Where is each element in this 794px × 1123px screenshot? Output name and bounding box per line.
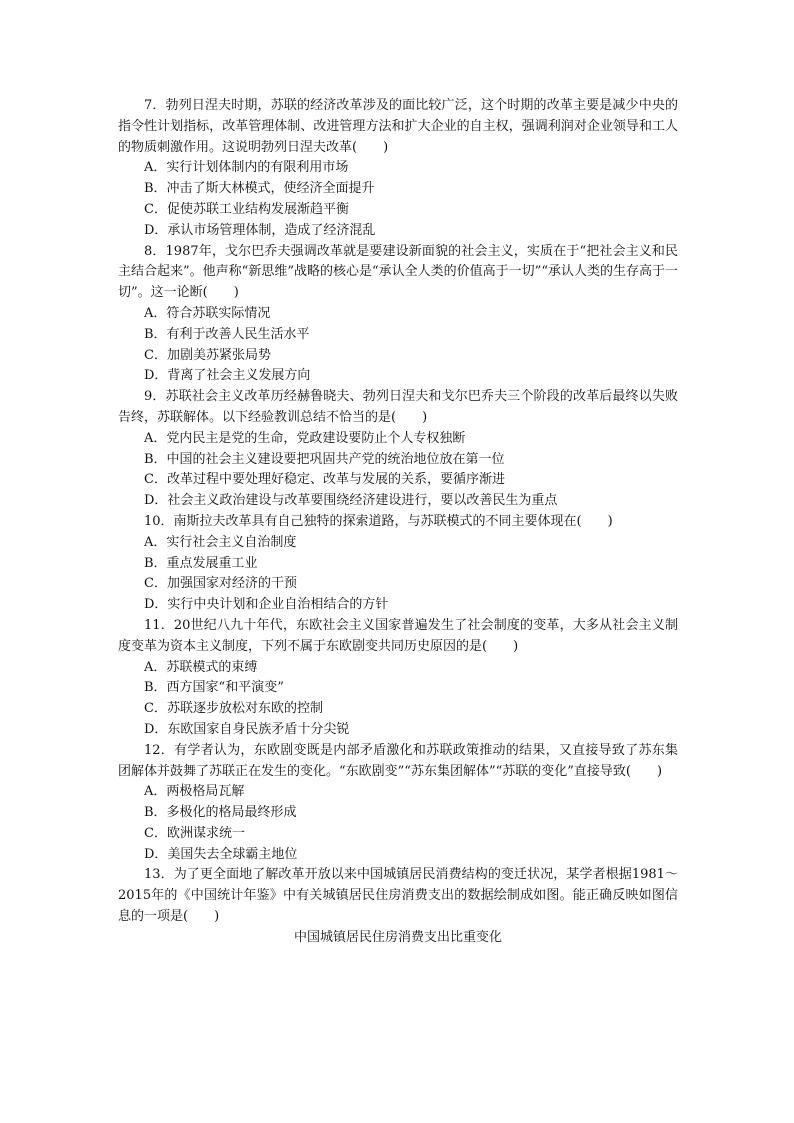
question-stem: 7．勃列日涅夫时期，苏联的经济改革涉及的面比较广泛，这个时期的改革主要是减少中央的指令性计划指标，改革管理体制、改进管理方法和扩大企业的自主权，强调利润对企业领导和工人的物质刺激作用。这说明勃列日涅夫改革( ): [118, 98, 678, 155]
question-block: [118, 865, 678, 927]
exam-page: [118, 96, 678, 949]
answer-option: A．党内民主是党的生命，党政建设要防止个人专权独断: [144, 430, 466, 446]
question-stem: 13．为了更全面地了解改革开放以来中国城镇居民消费结构的变迁状况，某学者根据1981～2015年的《中国统计年鉴》中有关城镇居民住房消费支出的数据绘制成如图。能正确反映如图信息的一项是( ): [118, 867, 678, 925]
answer-option: C．苏联逐步放松对东欧的控制: [144, 701, 323, 717]
question-block: [118, 96, 678, 242]
answer-option: A．苏联模式的束缚: [144, 659, 258, 675]
question-block: [118, 741, 678, 866]
question-block: [118, 512, 678, 616]
question-block: [118, 616, 678, 741]
answer-option: B．重点发展重工业: [144, 555, 258, 571]
answer-option: C．加强国家对经济的干预: [144, 576, 297, 592]
answer-option: A．两极格局瓦解: [144, 784, 245, 800]
answer-option: D．东欧国家自身民族矛盾十分尖锐: [144, 721, 350, 737]
answer-option: C．加剧美苏紧张局势: [144, 347, 271, 363]
question-block: [118, 387, 678, 512]
question-block: [118, 242, 678, 388]
answer-option: B．有利于改善人民生活水平: [144, 326, 310, 342]
answer-option: B．西方国家“和平演变”: [144, 680, 284, 696]
answer-option: D．背离了社会主义发展方向: [144, 368, 311, 384]
answer-option: C．欧洲谋求统一: [144, 825, 245, 841]
figure-caption: 中国城镇居民住房消费支出比重变化: [293, 929, 502, 945]
answer-option: B．中国的社会主义建设要把巩固共产党的统治地位放在第一位: [144, 451, 505, 467]
question-stem: 9．苏联社会主义改革历经赫鲁晓夫、勃列日涅夫和戈尔巴乔夫三个阶段的改革后最终以失败告终，苏联解体。以下经验教训总结不恰当的是( ): [118, 389, 678, 425]
answer-option: A．实行社会主义自治制度: [144, 534, 297, 550]
answer-option: D．美国失去全球霸主地位: [144, 846, 298, 862]
answer-option: C．改革过程中要处理好稳定、改革与发展的关系，要循序渐进: [144, 472, 505, 488]
answer-option: B．冲击了斯大林模式，使经济全面提升: [144, 181, 375, 197]
answer-option: D．承认市场管理体制，造成了经济混乱: [144, 222, 376, 238]
question-list: [118, 96, 678, 928]
question-stem: 11．20世纪八九十年代，东欧社会主义国家普遍发生了社会制度的变革，大多从社会主义制度变革为资本主义制度，下列不属于东欧剧变共同历史原因的是( ): [118, 617, 678, 654]
answer-option: A．实行计划体制内的有限利用市场: [144, 160, 349, 176]
answer-option: B．多极化的格局最终形成: [144, 805, 297, 821]
answer-option: D．实行中央计划和企业自治相结合的方针: [144, 597, 389, 613]
answer-option: D．社会主义政治建设与改革要围绕经济建设进行，要以改善民生为重点: [144, 493, 558, 509]
question-stem: 10．南斯拉夫改革具有自己独特的探索道路，与苏联模式的不同主要体现在( ): [144, 513, 613, 529]
answer-option: A．符合苏联实际情况: [144, 305, 271, 321]
answer-option: C．促使苏联工业结构发展渐趋平衡: [144, 201, 349, 217]
question-stem: 8．1987年，戈尔巴乔夫强调改革就是要建设新面貌的社会主义，实质在于“把社会主义和民主结合起来”。他声称“新思维”战略的核心是“承认全人类的价值高于一切”“承认人类的生存高于一切”。这一论断( ): [118, 243, 678, 301]
question-stem: 12．有学者认为，东欧剧变既是内部矛盾激化和苏联政策推动的结果，又直接导致了苏东集团解体并鼓舞了苏联正在发生的变化。“东欧剧变”“苏东集团解体”“苏联的变化”直接导致( ): [118, 742, 678, 779]
